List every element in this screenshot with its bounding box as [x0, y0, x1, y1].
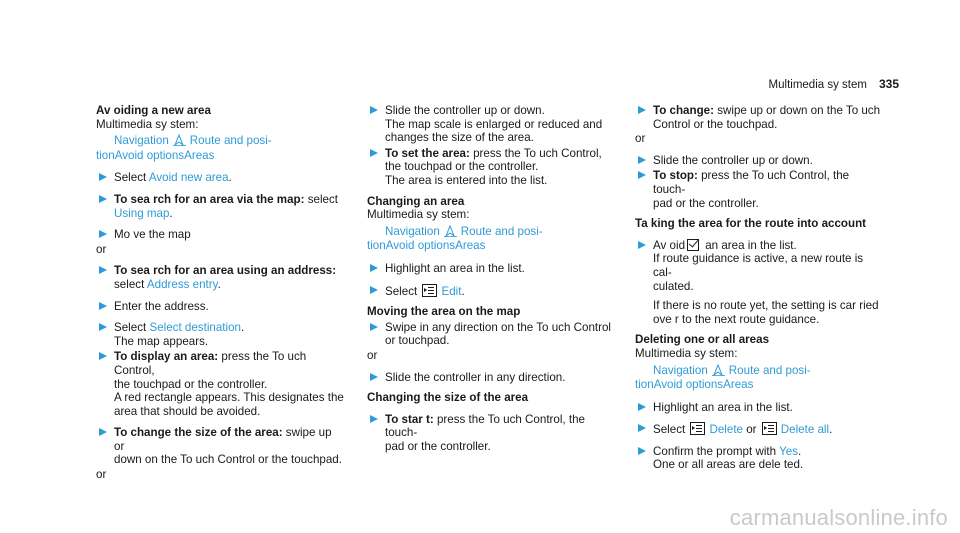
step-avoid-area: Av oid an area in the list. If route guidance is active, a new route is cal‐ culated. If there is no route yet, the setting is car ried ove r to the next route guidance. — [635, 239, 883, 327]
bullet-arrow-icon — [99, 266, 107, 274]
checkbox-checked-icon — [687, 239, 699, 251]
page-number: 335 — [878, 77, 899, 91]
step-select-avoid-new-area: Select Avoid new area. — [96, 171, 344, 185]
step-slide-controller: Slide the controller up or down. The map scale is enlarged or reduced and changes the size of the area. — [367, 104, 615, 145]
path-avoid-options[interactable]: Avoid options — [385, 239, 456, 253]
heading-moving-area: Moving the area on the map — [367, 305, 521, 319]
path-route-position[interactable]: Route and posi- — [728, 363, 811, 377]
column-3 — [635, 104, 883, 472]
heading-changing-size: Changing the size of the area — [367, 391, 529, 405]
step-change: To change: swipe up or down on the To uch Control or the touchpad. — [635, 104, 883, 131]
path-route-position[interactable]: Route and posi- — [460, 224, 543, 238]
path-tion[interactable]: tion — [635, 378, 654, 392]
link-delete[interactable]: Delete — [709, 423, 743, 437]
step-search-via-address: To sea rch for an area using an address: select Address entry. — [96, 264, 344, 291]
step-slide-any: Slide the controller in any direction. — [367, 371, 615, 385]
watermark: carmanualsonline.info — [729, 505, 948, 531]
step-search-via-map: To sea rch for an area via the map: select Using map. — [96, 193, 344, 220]
path-navigation[interactable]: Navigation — [653, 363, 708, 377]
step-set-area: To set the area: press the To uch Control, the touchpad or the controller. The area is entered into the list. — [367, 147, 615, 188]
bullet-arrow-icon — [638, 171, 646, 179]
step-select-destination: Select Select destination. The map appears. — [96, 321, 344, 348]
navigation-arrow-icon — [444, 225, 457, 237]
heading-taking-area: Ta king the area for the route into account — [635, 217, 867, 231]
path-tion[interactable]: tion — [96, 148, 115, 162]
bullet-arrow-icon — [370, 415, 378, 423]
link-avoid-new-area[interactable]: Avoid new area — [148, 171, 229, 185]
step-start: To star t: press the To uch Control, the touch‐ pad or the controller. — [367, 413, 615, 454]
bullet-arrow-icon — [99, 195, 107, 203]
column-1 — [96, 104, 344, 482]
column-2 — [367, 104, 615, 453]
page-header — [769, 78, 899, 93]
step-display-area: To display an area: press the To uch Control, the touchpad or the controller. A red rectangle appears. This designates the area that should be avoided. — [96, 350, 344, 418]
path-tion[interactable]: tion — [367, 239, 386, 253]
bullet-arrow-icon — [638, 403, 646, 411]
step-slide-controller: Slide the controller up or down. — [635, 154, 883, 168]
bullet-arrow-icon — [99, 323, 107, 331]
or-text: or — [96, 242, 107, 256]
step-change-size: To change the size of the area: swipe up or down on the To uch Control or the touchpad. — [96, 426, 344, 467]
bullet-arrow-icon — [370, 323, 378, 331]
path-navigation[interactable]: Navigation — [114, 134, 169, 148]
menu-list-icon — [690, 422, 705, 435]
system-label: Multimedia sy stem: — [96, 117, 199, 131]
bullet-arrow-icon — [638, 424, 646, 432]
link-using-map[interactable]: Using map — [114, 206, 170, 220]
step-confirm: Confirm the prompt with Yes. One or all areas are dele ted. — [635, 445, 883, 472]
section-title: Multimedia sy stem — [768, 79, 867, 91]
heading-changing-area: Changing an area — [367, 194, 465, 208]
step-swipe: Swipe in any direction on the To uch Control or touchpad. — [367, 321, 615, 348]
path-areas[interactable]: Areas — [723, 378, 754, 392]
path-avoid-options[interactable]: Avoid options — [114, 148, 185, 162]
bullet-arrow-icon — [638, 447, 646, 455]
bullet-arrow-icon — [638, 156, 646, 164]
bullet-arrow-icon — [99, 428, 107, 436]
step-move-map: Mo ve the map — [96, 228, 344, 242]
step-highlight-area: Highlight an area in the list. — [367, 262, 615, 276]
navigation-arrow-icon — [173, 134, 186, 146]
bullet-arrow-icon — [99, 352, 107, 360]
navigation-arrow-icon — [712, 364, 725, 376]
bullet-arrow-icon — [638, 106, 646, 114]
heading-avoiding-area: Av oiding a new area — [96, 104, 211, 117]
bullet-arrow-icon — [99, 230, 107, 238]
menu-path — [635, 364, 883, 378]
bullet-arrow-icon — [370, 373, 378, 381]
system-label: Multimedia sy stem: — [635, 346, 738, 360]
link-select-destination[interactable]: Select destination — [149, 321, 241, 335]
bullet-arrow-icon — [370, 286, 378, 294]
bullet-arrow-icon — [638, 241, 646, 249]
or-text: or — [635, 132, 646, 146]
bullet-arrow-icon — [370, 264, 378, 272]
step-select-delete: Select Delete or Delete all. — [635, 422, 883, 437]
menu-path-line2 — [367, 239, 615, 253]
menu-path — [96, 134, 344, 148]
path-avoid-options[interactable]: Avoid options — [653, 378, 724, 392]
step-select-edit: Select Edit. — [367, 284, 615, 299]
step-stop: To stop: press the To uch Control, the touch‐ pad or the controller. — [635, 169, 883, 210]
path-areas[interactable]: Areas — [455, 239, 486, 253]
menu-list-icon — [762, 422, 777, 435]
link-yes[interactable]: Yes — [779, 444, 799, 458]
bullet-arrow-icon — [370, 106, 378, 114]
or-text: or — [367, 348, 378, 362]
step-enter-address: Enter the address. — [96, 300, 344, 314]
link-delete-all[interactable]: Delete all — [780, 423, 830, 437]
bullet-arrow-icon — [99, 173, 107, 181]
menu-path — [367, 225, 615, 239]
menu-list-icon — [422, 284, 437, 297]
menu-path-line2 — [635, 378, 883, 392]
path-areas[interactable]: Areas — [184, 148, 215, 162]
step-highlight-area: Highlight an area in the list. — [635, 401, 883, 415]
path-navigation[interactable]: Navigation — [385, 224, 440, 238]
heading-deleting-areas: Deleting one or all areas — [635, 333, 770, 347]
path-route-position[interactable]: Route and posi- — [189, 134, 272, 148]
menu-path-line2 — [96, 149, 344, 163]
bullet-arrow-icon — [370, 149, 378, 157]
link-edit[interactable]: Edit — [441, 284, 462, 298]
or-text: or — [96, 468, 107, 482]
bullet-arrow-icon — [99, 302, 107, 310]
link-address-entry[interactable]: Address entry — [146, 277, 218, 291]
system-label: Multimedia sy stem: — [367, 208, 470, 222]
